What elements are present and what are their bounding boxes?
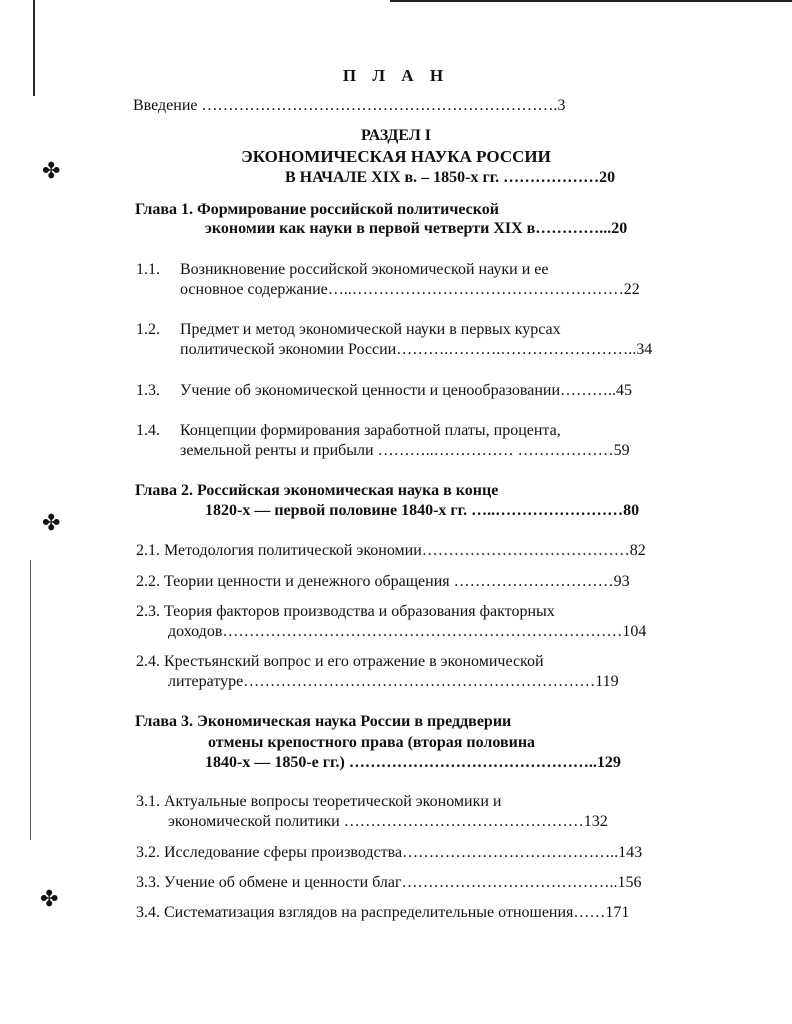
section-heading-3: В НАЧАЛЕ XIX в. – 1850-х гг. ………………20 (285, 169, 616, 186)
toc-item-1-1-line-2: основное содержание…..……………………………………………22 (180, 281, 640, 298)
toc-item-3-1-line-1: 3.1. Актуальные вопросы теоретической экономики и (136, 793, 502, 810)
toc-item-1-2-num: 1.2. (136, 321, 160, 338)
toc-intro-dots: …………………………………………………………. (201, 97, 558, 114)
toc-item-1-2-line-2: политической экономии России……….……….……………………..34 (180, 341, 653, 358)
toc-item-2-2: 2.2. Теории ценности и денежного обращения …………………………93 (136, 573, 630, 590)
toc-item-1-3-num: 1.3. (136, 382, 160, 399)
chapter-1-title-line-1: Глава 1. Формирование российской политической (135, 201, 499, 218)
scan-mark-3: ✤ (40, 886, 59, 911)
toc-item-2-3-line-2: доходов…………………………………………………………………104 (168, 623, 647, 640)
toc-item-1-1-line-1: Возникновение российской экономической науки и ее (180, 261, 549, 278)
toc-item-1-4-num: 1.4. (136, 422, 160, 439)
page-title: П Л А Н (342, 66, 450, 85)
section-heading-1: РАЗДЕЛ I (361, 127, 431, 144)
toc-item-2-1: 2.1. Методология политической экономии…………………………………82 (136, 542, 646, 559)
toc-item-3-4: 3.4. Систематизация взглядов на распределительные отношения……171 (136, 904, 630, 921)
toc-item-1-4-line-1: Концепции формирования заработной платы, процента, (180, 422, 561, 439)
chapter-3-title-line-1: Глава 3. Экономическая наука России в преддверии (135, 713, 512, 730)
toc-item-1-4-line-2: земельной ренты и прибыли ………..…………… ………………59 (180, 442, 630, 459)
scan-mark-2: ✤ (42, 510, 61, 535)
chapter-3-title-line-2: отмены крепостного права (вторая половина (208, 734, 536, 751)
section-heading-2: ЭКОНОМИЧЕСКАЯ НАУКА РОССИИ (241, 147, 551, 166)
toc-item-1-1-num: 1.1. (136, 261, 160, 278)
toc-item-2-4-line-2: литературе…………………………………………………………119 (168, 673, 619, 690)
toc-item-3-3: 3.3. Учение об обмене и ценности благ…………………………………..156 (136, 874, 642, 891)
chapter-1-title-line-2: экономии как науки в первой четверти XIX в…………...20 (205, 220, 628, 237)
chapter-2-title-line-1: Глава 2. Российская экономическая наука в конце (135, 482, 499, 499)
toc-item-2-4-line-1: 2.4. Крестьянский вопрос и его отражение в экономической (136, 653, 544, 670)
toc-intro-page: 3 (557, 97, 566, 114)
toc-item-1-3-line-1: Учение об экономической ценности и ценообразовании………..45 (180, 382, 633, 399)
chapter-3-title-line-3: 1840-х — 1850-е гг.) ………………………………………..129 (205, 754, 621, 771)
toc-intro (133, 96, 566, 116)
chapter-2-title-line-2: 1820-х — первой половине 1840-х гг. …..……………………80 (205, 502, 640, 519)
toc-item-3-2: 3.2. Исследование сферы производства…………………………………..143 (136, 844, 643, 861)
toc-item-1-2-line-1: Предмет и метод экономической науки в первых курсах (180, 321, 561, 338)
scan-left-edge-lower (30, 560, 31, 840)
scan-top-edge (390, 0, 792, 2)
toc-item-3-1-line-2: экономической политики ………………………………………132 (168, 813, 608, 830)
toc-intro-label: Введение (133, 97, 198, 114)
toc-item-2-3-line-1: 2.3. Теория факторов производства и образования факторных (136, 603, 555, 620)
scan-mark-1: ✤ (42, 158, 61, 183)
